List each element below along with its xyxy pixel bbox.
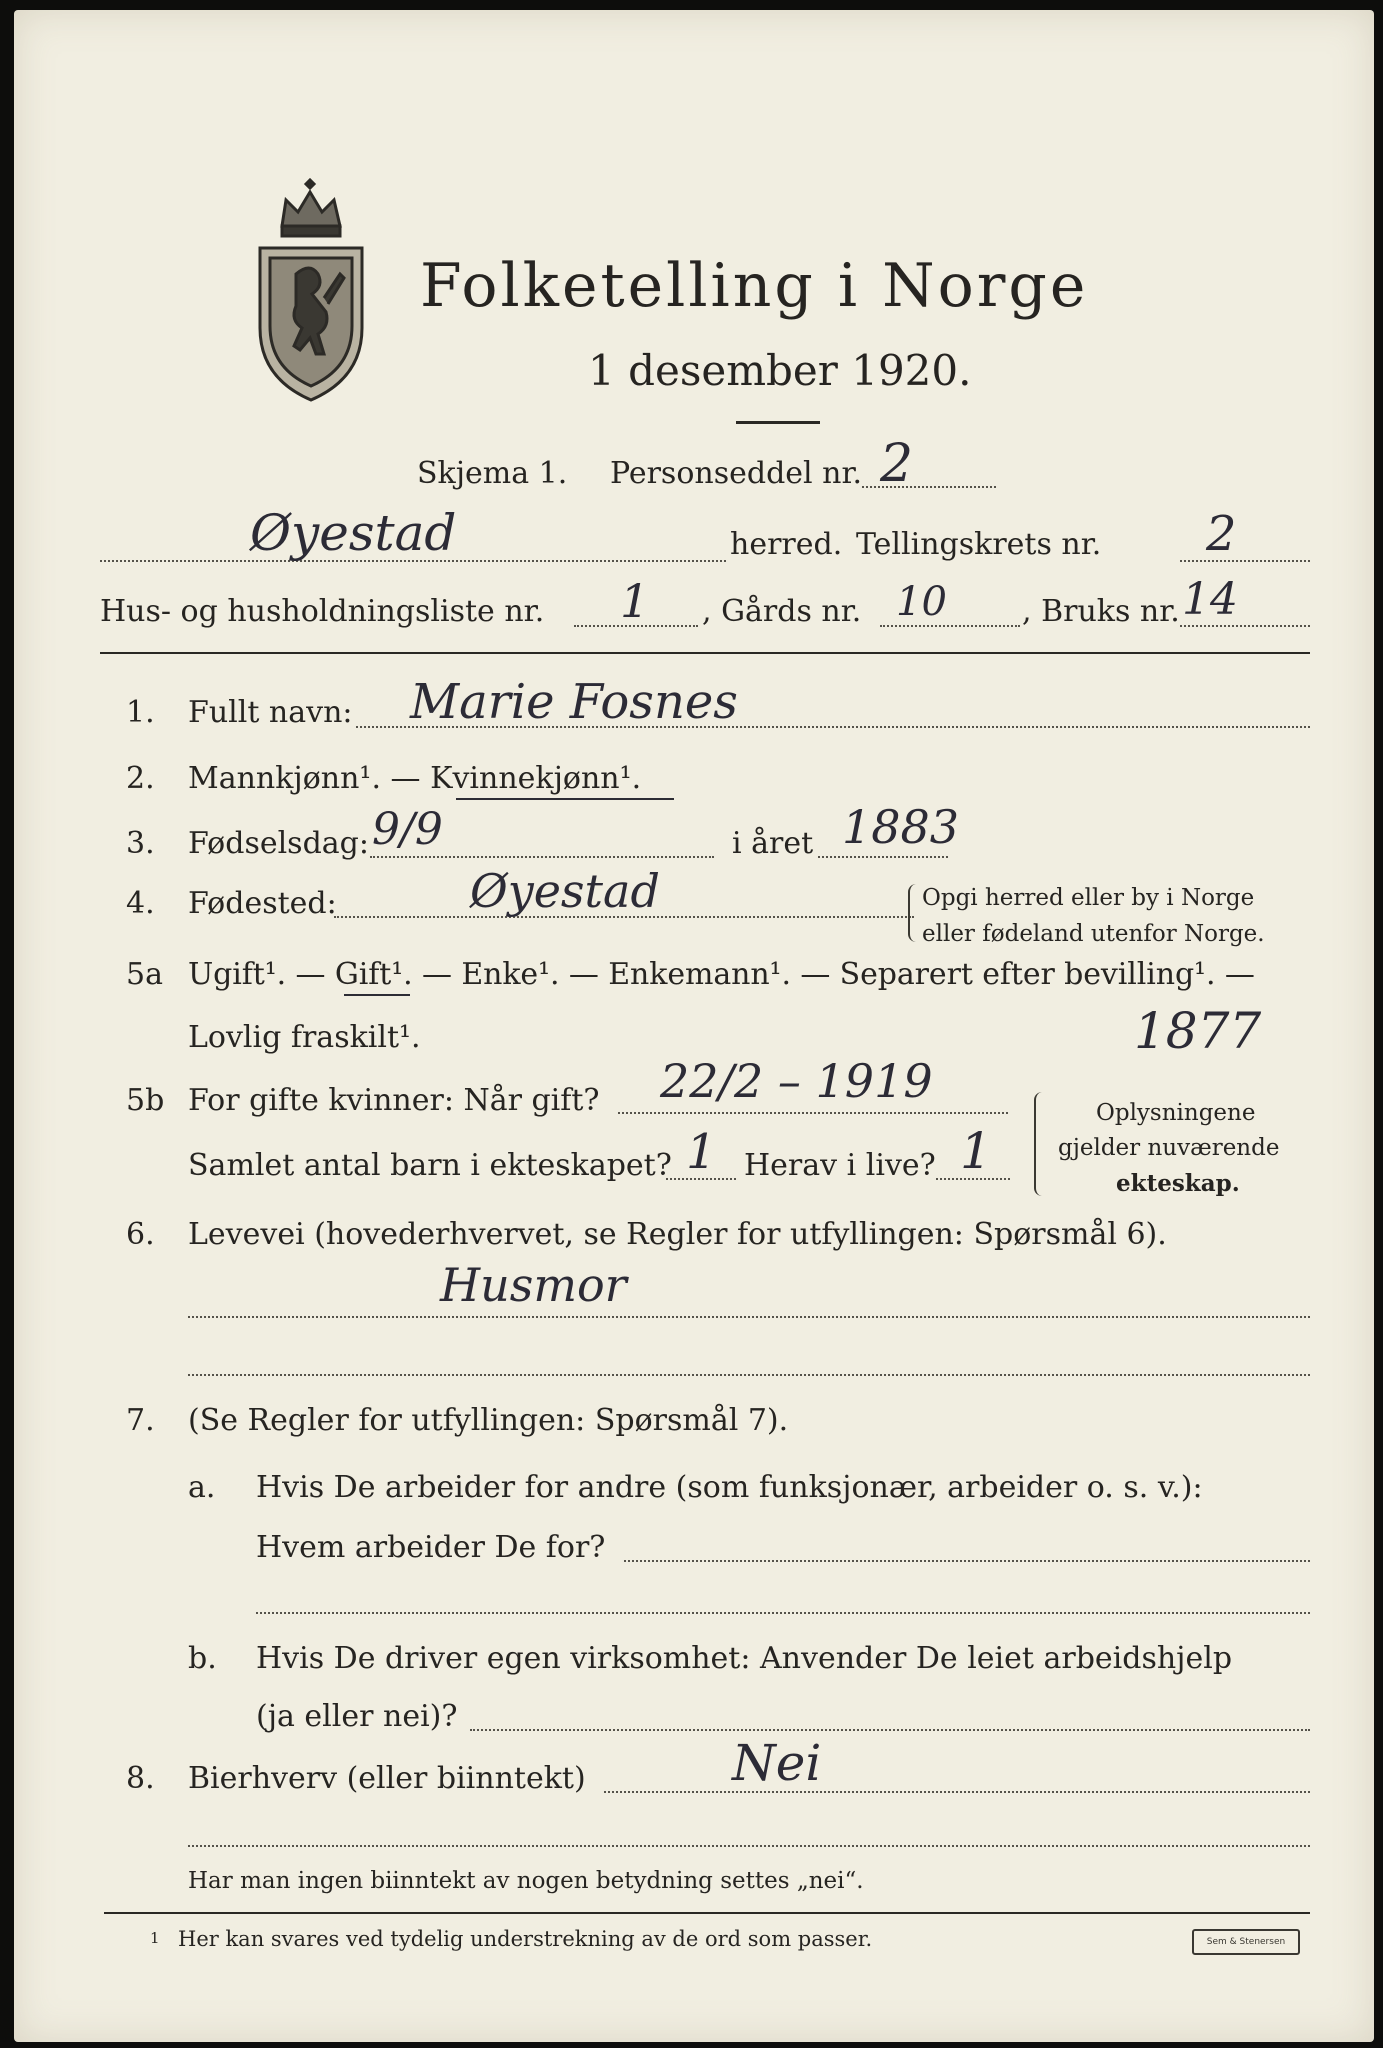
census-date: 1 desember 1920. (588, 346, 972, 395)
q7b-line (470, 1729, 1310, 1731)
tellingskrets-label: Tellingskrets nr. (856, 527, 1102, 562)
q7a-line-2: Hvem arbeider De for? (256, 1530, 606, 1565)
husholdningsliste-label: Hus- og husholdningsliste nr. (100, 594, 545, 629)
printer-stamp (1192, 1929, 1300, 1955)
q6-label: Levevei (hovederhvervet, se Regler for utfyllingen: Spørsmål 6). (188, 1217, 1167, 1252)
bruks-line (1180, 625, 1310, 627)
q4-note-line-2: eller fødeland utenfor Norge. (922, 921, 1265, 947)
q5b-married-line (618, 1112, 1008, 1114)
footer-note: Har man ingen biinntekt av nogen betydning settes „nei“. (188, 1868, 864, 1894)
q5b-number: 5b (126, 1083, 165, 1118)
q5a-margin-note: 1877 (1134, 1002, 1262, 1060)
q5b-note-line-1: Oplysningene (1096, 1100, 1256, 1126)
husholdningsliste-value: 1 (620, 574, 650, 628)
q7-number: 7. (126, 1403, 155, 1438)
q8-line (604, 1791, 1310, 1793)
gards-label: , Gårds nr. (702, 594, 862, 629)
q5b-children-value: 1 (686, 1124, 717, 1180)
bruks-value: 14 (1182, 574, 1238, 625)
q4-number: 4. (126, 886, 155, 921)
q7a-letter: a. (188, 1470, 216, 1505)
q6-line-1 (188, 1316, 1310, 1318)
q3-number: 3. (126, 826, 155, 861)
q2-kvinnekjonn-underline (456, 798, 674, 800)
personseddel-label: Personseddel nr. (610, 456, 863, 491)
footnote-text: Her kan svares ved tydelig understrekning av de ord som passer. (178, 1927, 873, 1951)
gards-line (880, 625, 1020, 627)
q5b-children-label: Samlet antal barn i ekteskapet? (188, 1148, 672, 1183)
footer-divider (104, 1912, 1310, 1914)
tellingskrets-value: 2 (1206, 506, 1237, 562)
q6-line-2 (188, 1374, 1310, 1376)
herred-label: herred. (730, 527, 843, 562)
q1-value: Marie Fosnes (410, 674, 738, 730)
q3-label: Fødselsdag: (188, 826, 369, 861)
q5b-married-value: 22/2 – 1919 (660, 1054, 933, 1108)
q4-note-line-1: Opgi herred eller by i Norge (922, 885, 1255, 911)
q7b-letter: b. (188, 1641, 217, 1676)
q3-year-label: i året (732, 826, 814, 861)
q5b-note-line-3: ekteskap. (1116, 1170, 1240, 1197)
tellingskrets-line (1180, 560, 1310, 562)
q5a-gift-underline (344, 994, 410, 996)
q3-birthday-line (370, 856, 714, 858)
bruks-label: , Bruks nr. (1022, 594, 1180, 629)
q7b-line-2: (ja eller nei)? (256, 1699, 458, 1734)
q4-value: Øyestad (470, 864, 660, 918)
header-separator (100, 652, 1310, 654)
title-divider (736, 421, 820, 424)
herred-value: Øyestad (250, 504, 457, 562)
q8-extra-line (188, 1845, 1310, 1847)
q3-year-value: 1883 (842, 800, 960, 854)
q6-value: Husmor (440, 1258, 627, 1312)
q1-number: 1. (126, 695, 155, 730)
q5a-line-1: Ugift¹. — Gift¹. — Enke¹. — Enkemann¹. — Separert efter bevilling¹. — (188, 957, 1255, 992)
personseddel-value: 2 (880, 434, 914, 494)
q5a-line-2: Lovlig fraskilt¹. (188, 1020, 421, 1055)
q5b-alive-value: 1 (960, 1122, 992, 1180)
q3-birthday-value: 9/9 (372, 804, 443, 855)
q5b-note-line-2: gjelder nuværende (1058, 1135, 1280, 1161)
q8-number: 8. (126, 1761, 155, 1796)
q5b-note-brace (1034, 1092, 1046, 1196)
form-title: Folketelling i Norge (420, 251, 1089, 321)
q5a-number: 5a (126, 957, 163, 992)
q1-label: Fullt navn: (188, 695, 353, 730)
q7a-line (624, 1560, 1310, 1562)
q7a-extra-line (256, 1612, 1310, 1614)
q4-label: Fødested: (188, 886, 337, 921)
q4-note-brace (908, 884, 918, 942)
q2-number: 2. (126, 761, 155, 796)
q5b-married-label: For gifte kvinner: Når gift? (188, 1083, 600, 1118)
norwegian-coat-of-arms-icon (252, 178, 370, 403)
footnote-mark: 1 (150, 1929, 160, 1947)
q8-label: Bierhverv (eller biinntekt) (188, 1761, 586, 1796)
printer-stamp-text: Sem & Stenersen (1206, 1937, 1286, 1947)
q7b-line-1: Hvis De driver egen virksomhet: Anvender De leiet arbeidshjelp (256, 1641, 1233, 1676)
skjema-label: Skjema 1. (417, 456, 568, 491)
q2-label: Mannkjønn¹. — Kvinnekjønn¹. (188, 761, 642, 796)
gards-value: 10 (896, 579, 947, 625)
q7a-line-1: Hvis De arbeider for andre (som funksjonær, arbeider o. s. v.): (256, 1470, 1203, 1505)
q5b-alive-label: Herav i live? (744, 1148, 936, 1183)
q6-number: 6. (126, 1217, 155, 1252)
q8-value: Nei (732, 1734, 822, 1792)
q3-year-line (818, 856, 948, 858)
q7-label: (Se Regler for utfyllingen: Spørsmål 7). (188, 1403, 789, 1438)
